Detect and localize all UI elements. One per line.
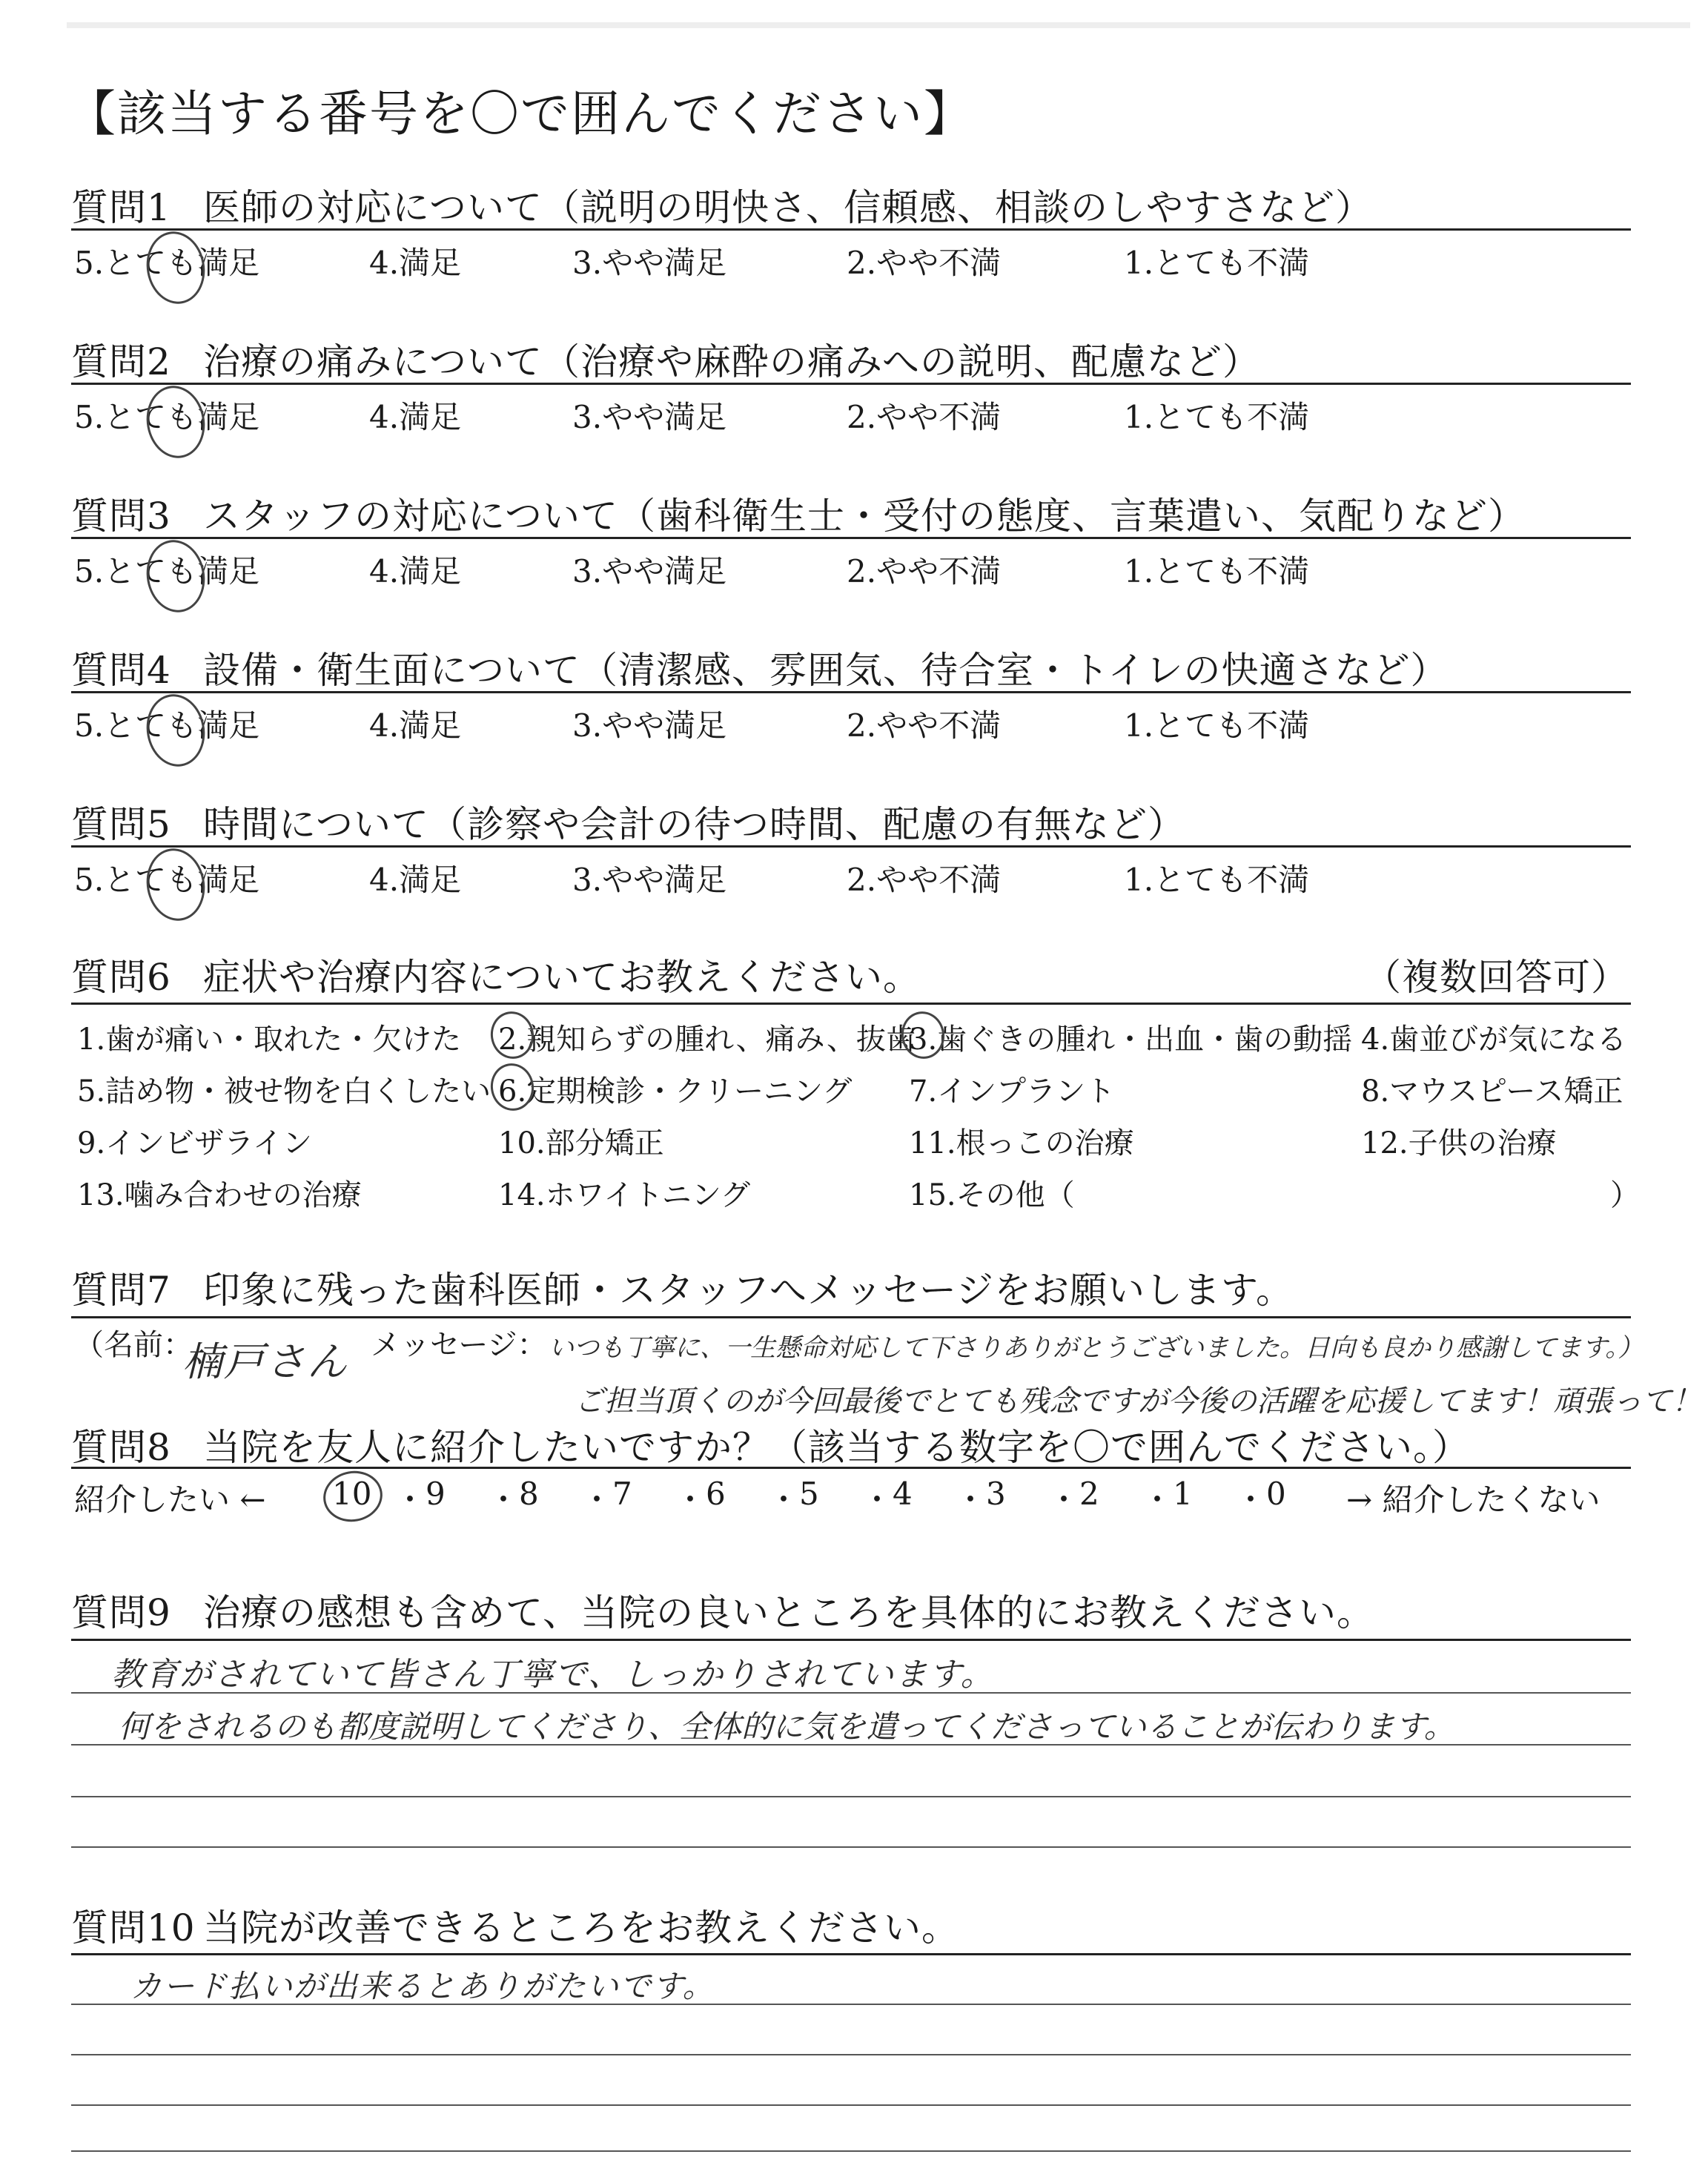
q6-item: 10.部分矯正	[498, 1126, 664, 1160]
q8-scale-value: 0	[1266, 1476, 1286, 1512]
q8-scale-value: 2	[1079, 1476, 1099, 1512]
q8-scale-dot: ・	[1235, 1482, 1267, 1518]
q6-text: 症状や治療内容についてお教えください。	[203, 956, 921, 999]
q2-option: 5.とても満足	[74, 399, 260, 435]
q8-selected-circle	[320, 1467, 387, 1527]
q8-left-label: 紹介したい ←	[74, 1482, 266, 1518]
q7-message-line1: いつも丁寧に、一生懸命対応して下さりありがとうございました。日向も良かり感謝してます。）	[549, 1333, 1644, 1363]
q10-answer-line1: カード払いが出来るとありがたいです。	[130, 1968, 715, 2004]
q4-option: 2.やや不満	[847, 707, 1002, 744]
q9-answer-line1: 教育がされていて皆さん丁寧で、しっかりされています。	[111, 1656, 995, 1694]
q4-option: 4.満足	[369, 707, 462, 744]
q8-scale-dot: ・	[581, 1482, 613, 1518]
q8-scale-value: 9	[426, 1476, 446, 1512]
q3-option: 5.とても満足	[74, 553, 260, 589]
q8-rule	[71, 1467, 1631, 1469]
q9-answer-rule-3	[71, 1796, 1631, 1797]
q6-item: 14.ホワイトニング	[498, 1178, 751, 1212]
q10-rule	[71, 1953, 1631, 1955]
q4-option: 3.やや満足	[572, 707, 727, 744]
q8-scale-value: 6	[706, 1476, 726, 1512]
q8-scale-value: 4	[893, 1476, 913, 1512]
q10-title	[71, 1898, 959, 1952]
q8-scale-dot: ・	[1142, 1482, 1174, 1518]
q5-option: 5.とても満足	[74, 862, 260, 898]
q6-item: ）	[1610, 1178, 1640, 1212]
q4-rule	[71, 691, 1631, 693]
q3-option: 1.とても不満	[1124, 553, 1310, 589]
q8-text: 当院を友人に紹介したいですか？（該当する数字を〇で囲んでください。）	[203, 1426, 1470, 1469]
q2-option: 2.やや不満	[847, 399, 1002, 435]
q9-answer-rule-1	[71, 1692, 1631, 1694]
q10-answer-rule-4	[71, 2150, 1631, 2152]
q3-option: 2.やや不満	[847, 553, 1002, 589]
q7-message-label: メッセージ：	[371, 1328, 547, 1362]
q4-number: 質問4	[71, 649, 171, 692]
q8-scale-dot: ・	[955, 1482, 987, 1518]
q2-text: 治療の痛みについて（治療や麻酔の痛みへの説明、配慮など）	[203, 340, 1260, 383]
q10-number: 質問10	[71, 1906, 196, 1949]
q4-option: 1.とても不満	[1124, 707, 1310, 744]
q2-option: 1.とても不満	[1124, 399, 1310, 435]
q7-text: 印象に残った歯科医師・スタッフへメッセージをお願いします。	[203, 1269, 1294, 1312]
q6-item: 13.噛み合わせの治療	[77, 1178, 362, 1212]
q8-scale-value: 8	[519, 1476, 539, 1512]
q6-item: 6.定期検診・クリーニング	[498, 1074, 853, 1109]
q7-title	[71, 1261, 1294, 1314]
q3-title	[71, 486, 1526, 540]
q8-scale-dot: ・	[861, 1482, 893, 1518]
q1-option: 5.とても満足	[74, 245, 260, 281]
q9-answer-rule-2	[71, 1744, 1631, 1745]
q8-title	[71, 1418, 1470, 1471]
q8-scale-dot: ・	[675, 1482, 706, 1518]
q2-title	[71, 332, 1260, 386]
q4-option: 5.とても満足	[74, 707, 260, 744]
q5-option: 3.やや満足	[572, 862, 727, 898]
q1-title	[71, 178, 1373, 231]
q8-scale-value: 7	[612, 1476, 632, 1512]
q3-text: スタッフの対応について（歯科衛生士・受付の態度、言葉遣い、気配りなど）	[203, 495, 1526, 538]
q6-rule	[71, 1003, 1631, 1005]
q10-answer-rule-3	[71, 2104, 1631, 2106]
q8-scale-value: 10	[332, 1476, 372, 1512]
q1-option: 2.やや不満	[847, 245, 1002, 281]
q10-text: 当院が改善できるところをお教えください。	[203, 1906, 959, 1949]
q8-scale-value: 1	[1173, 1476, 1193, 1512]
q6-item: 5.詰め物・被せ物を白くしたい	[77, 1074, 491, 1109]
q6-item: 3.歯ぐきの腫れ・出血・歯の動揺	[909, 1023, 1353, 1057]
q1-number: 質問1	[71, 186, 171, 229]
q9-title	[71, 1583, 1374, 1636]
scan-edge	[67, 22, 1690, 28]
q5-title	[71, 795, 1185, 848]
q7-message-line2: ご担当頂くのが今回最後でとても残念ですが今後の活躍を応援してます！頑張って！	[575, 1384, 1701, 1418]
q8-scale-value: 3	[986, 1476, 1006, 1512]
q5-option: 2.やや不満	[847, 862, 1002, 898]
q9-number: 質問9	[71, 1591, 171, 1634]
q6-item: 15.その他（	[909, 1178, 1075, 1212]
q4-text: 設備・衛生面について（清潔感、雰囲気、待合室・トイレの快適さなど）	[203, 649, 1449, 692]
q6-item: 2.親知らずの腫れ、痛み、抜歯	[498, 1023, 916, 1057]
q4-title	[71, 641, 1449, 694]
q1-option: 1.とても不満	[1124, 245, 1310, 281]
q9-rule	[71, 1639, 1631, 1641]
q6-note: （複数回答可）	[1364, 956, 1629, 999]
q7-rule	[71, 1316, 1631, 1318]
q2-option: 3.やや満足	[572, 399, 727, 435]
q9-answer-rule-4	[71, 1846, 1631, 1848]
q6-number: 質問6	[71, 956, 171, 999]
q10-answer-rule-1	[71, 2004, 1631, 2005]
q6-item: 12.子供の治療	[1361, 1126, 1557, 1160]
q7-number: 質問7	[71, 1269, 171, 1312]
q5-number: 質問5	[71, 803, 171, 846]
q7-name-value: 楠戸さん	[182, 1338, 348, 1385]
q5-rule	[71, 845, 1631, 848]
q8-scale-dot: ・	[1048, 1482, 1080, 1518]
q8-scale-dot: ・	[394, 1482, 426, 1518]
q8-scale-value: 5	[799, 1476, 819, 1512]
q1-rule	[71, 228, 1631, 231]
q10-answer-rule-2	[71, 2054, 1631, 2055]
q6-item: 1.歯が痛い・取れた・欠けた	[77, 1023, 462, 1057]
q6-item: 7.インプラント	[909, 1074, 1116, 1109]
q7-name-label: （名前：	[74, 1328, 193, 1362]
q3-option: 4.満足	[369, 553, 462, 589]
q5-text: 時間について（診察や会計の待つ時間、配慮の有無など）	[203, 803, 1185, 846]
q9-answer-line2: 何をされるのも都度説明してくださり、全体的に気を遣ってくださっていることが伝わります。	[119, 1708, 1455, 1745]
q2-rule	[71, 383, 1631, 385]
q8-number: 質問8	[71, 1426, 171, 1469]
q2-number: 質問2	[71, 340, 171, 383]
q6-title	[71, 948, 921, 1001]
q3-rule	[71, 537, 1631, 539]
q5-option: 4.満足	[369, 862, 462, 898]
q1-option: 4.満足	[369, 245, 462, 281]
q3-number: 質問3	[71, 495, 171, 538]
q5-option: 1.とても不満	[1124, 862, 1310, 898]
q2-option: 4.満足	[369, 399, 462, 435]
q1-text: 医師の対応について（説明の明快さ、信頼感、相談のしやすさなど）	[203, 186, 1373, 229]
q6-item: 4.歯並びが気になる	[1361, 1023, 1627, 1057]
q8-right-label: → 紹介したくない	[1346, 1482, 1601, 1518]
q6-item: 9.インビザライン	[77, 1126, 312, 1160]
q8-scale-dot: ・	[488, 1482, 520, 1518]
q3-option: 3.やや満足	[572, 553, 727, 589]
q9-text: 治療の感想も含めて、当院の良いところを具体的にお教えください。	[203, 1591, 1374, 1634]
q1-option: 3.やや満足	[572, 245, 727, 281]
q6-item: 8.マウスピース矯正	[1361, 1074, 1623, 1109]
q8-scale-dot: ・	[768, 1482, 800, 1518]
page-title: 【該当する番号を〇で囲んでください】	[67, 85, 974, 142]
q6-item: 11.根っこの治療	[909, 1126, 1134, 1160]
